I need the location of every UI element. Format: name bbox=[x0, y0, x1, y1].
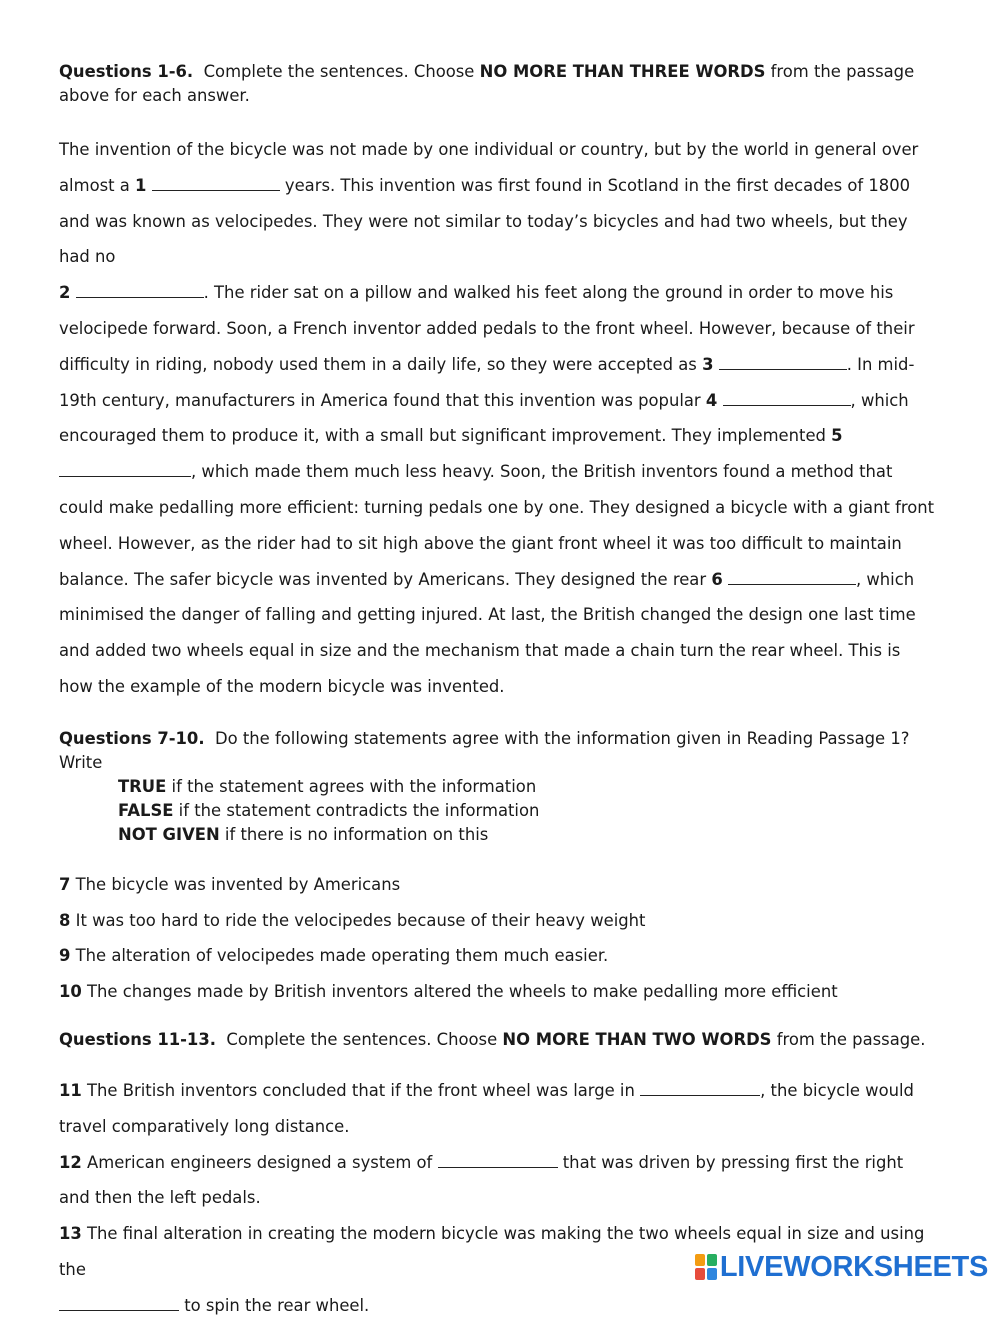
statement-8[interactable]: 8 It was too hard to ride the velocipedes because of their heavy weight bbox=[59, 910, 646, 930]
answer-blank-1[interactable] bbox=[152, 174, 280, 191]
completion-item-13: 13 The final alteration in creating the modern bicycle was making the two wheels equal in size and using the to spin the rear wheel. bbox=[59, 1224, 925, 1315]
worksheet-page bbox=[59, 60, 939, 1324]
blank-number-4: 4 bbox=[705, 390, 718, 410]
answer-blank-2[interactable] bbox=[76, 281, 204, 298]
option-false: FALSE if the statement contradicts the information bbox=[118, 800, 540, 820]
answer-blank-6[interactable] bbox=[728, 568, 856, 585]
liveworksheets-logo-text: LIVEWORKSHEETS bbox=[719, 1251, 988, 1283]
questions-11-13-label: Questions 11-13. bbox=[59, 1029, 216, 1049]
questions-1-6-heading: Questions 1-6. Complete the sentences. Choose NO MORE THAN THREE WORDS from the passage above for each answer. bbox=[59, 62, 915, 105]
statement-10[interactable]: 10 The changes made by British inventors altered the wheels to make pedalling more efficient bbox=[59, 982, 838, 1002]
answer-options bbox=[59, 775, 939, 847]
logo-block-1 bbox=[695, 1254, 705, 1266]
blank-number-5: 5 bbox=[831, 426, 843, 446]
summary-passage: The invention of the bicycle was not made by one individual or country, but by the world in general over almost a 1 years. This invention was first found in Scotland in the first decades of 1800 and was known as velocipedes. They were not similar to today’s bicycles and had two wheels, but they had no 2 . The rider sat on a pillow and walked his feet along the ground in order to move his velocipede forward. Soon, a French inventor added pedals to the front wheel. However, because of their difficulty in riding, nobody used them in a daily life, so they were accepted as 3 . In mid-19th century, manufacturers in America found that this invention was popular 4 , which encouraged them to produce it, with a small but significant improvement. They implemented 5 , which made them much less heavy. Soon, the British inventors found a method that could make pedalling more efficient: turning pedals one by one. They designed a bicycle with a giant front wheel. However, as the rider had to sit high above the giant front wheel it was too difficult to maintain balance. The safer bicycle was invented by Americans. They designed the rear 6 , which minimised the danger of falling and getting injured. At last, the British changed the design one last time and added two wheels equal in size and the mechanism that made a chain turn the rear wheel. This is how the example of the modern bicycle was invented. bbox=[59, 140, 935, 696]
questions-11-13-heading: Questions 11-13. Complete the sentences. Choose NO MORE THAN TWO WORDS from the passage. bbox=[59, 1029, 926, 1049]
answer-blank-12[interactable] bbox=[438, 1151, 558, 1168]
answer-blank-13[interactable] bbox=[59, 1294, 179, 1311]
logo-block-3 bbox=[695, 1268, 705, 1280]
option-true: TRUE if the statement agrees with the information bbox=[118, 776, 537, 796]
blank-number-2: 2 bbox=[59, 283, 71, 303]
statement-list bbox=[59, 867, 939, 1010]
answer-blank-3[interactable] bbox=[719, 353, 847, 370]
answer-blank-5[interactable] bbox=[59, 460, 191, 477]
option-not-given: NOT GIVEN if there is no information on this bbox=[118, 824, 489, 844]
liveworksheets-logo bbox=[695, 1252, 988, 1282]
questions-1-6-label: Questions 1-6. bbox=[59, 62, 194, 81]
completion-items bbox=[59, 1073, 939, 1324]
statement-7[interactable]: 7 The bicycle was invented by Americans bbox=[59, 874, 401, 894]
completion-item-12: 12 American engineers designed a system of that was driven by pressing first the right and then the left pedals. bbox=[59, 1152, 904, 1208]
blank-number-6: 6 bbox=[711, 569, 723, 589]
statement-9[interactable]: 9 The alteration of velocipedes made operating them much easier. bbox=[59, 946, 609, 966]
blank-number-3: 3 bbox=[702, 354, 714, 374]
logo-block-2 bbox=[707, 1254, 717, 1266]
questions-7-10-label: Questions 7-10. bbox=[59, 728, 205, 748]
logo-block-4 bbox=[707, 1268, 717, 1280]
questions-7-10-heading: Questions 7-10. Do the following statements agree with the information given in Reading Passage 1? Write bbox=[59, 728, 910, 772]
liveworksheets-logo-icon bbox=[695, 1254, 717, 1280]
completion-item-11: 11 The British inventors concluded that if the front wheel was large in , the bicycle would travel comparatively long distance. bbox=[59, 1080, 914, 1136]
answer-blank-11[interactable] bbox=[640, 1079, 760, 1096]
blank-number-1: 1 bbox=[135, 175, 147, 195]
answer-blank-4[interactable] bbox=[723, 389, 851, 406]
